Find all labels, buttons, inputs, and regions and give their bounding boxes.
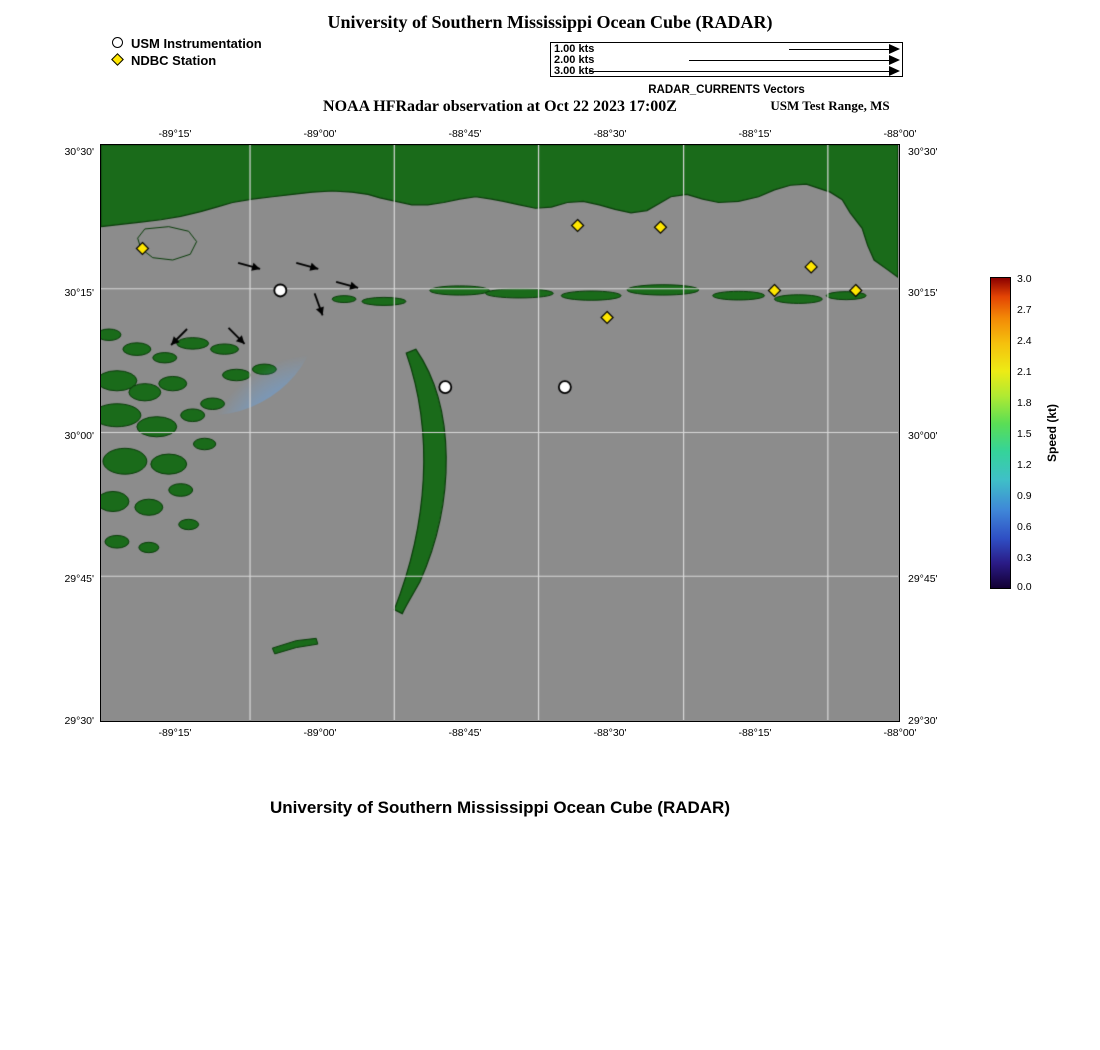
colorbar-tick: 1.5 (1017, 428, 1032, 440)
lat-tick-left: 30°15' (64, 287, 94, 299)
legend-item-label: USM Instrumentation (131, 36, 262, 51)
lon-tick-bottom: -88°30' (593, 727, 627, 739)
lon-tick-bottom: -88°15' (738, 727, 772, 739)
colorbar-tick: 2.4 (1017, 335, 1032, 347)
lat-tick-left: 30°30' (64, 146, 94, 158)
lon-tick-top: -88°00' (883, 128, 917, 140)
vector-line (789, 49, 889, 50)
colorbar-tick: 2.7 (1017, 304, 1032, 316)
vector-arrowhead-icon (889, 55, 900, 65)
lat-tick-left: 30°00' (64, 430, 94, 442)
colorbar-tick: 0.3 (1017, 552, 1032, 564)
lat-tick-left: 29°45' (64, 573, 94, 585)
colorbar-tick: 1.8 (1017, 397, 1032, 409)
lon-tick-bottom: -88°00' (883, 727, 917, 739)
lon-tick-top: -88°30' (593, 128, 627, 140)
lat-tick-right: 30°15' (908, 287, 938, 299)
lat-tick-right: 29°30' (908, 715, 938, 727)
vector-scale-key (550, 42, 903, 77)
colorbar-tick: 1.2 (1017, 459, 1032, 471)
vector-scale-label: 3.00 kts (554, 65, 595, 77)
lat-tick-right: 29°45' (908, 573, 938, 585)
lat-tick-right: 30°00' (908, 430, 938, 442)
vector-scale-label: 2.00 kts (554, 54, 595, 66)
lon-tick-bottom: -89°15' (158, 727, 192, 739)
site-label: USM Test Range, MS (770, 98, 890, 113)
lon-tick-top: -89°15' (158, 128, 192, 140)
colorbar-tick: 3.0 (1017, 273, 1032, 285)
lon-tick-top: -88°45' (448, 128, 482, 140)
observation-title: NOAA HFRadar observation at Oct 22 2023 17:00Z (323, 98, 677, 115)
footer-title: University of Southern Mississippi Ocean Cube (RADAR) (269, 798, 730, 817)
colorbar-tick: 0.9 (1017, 490, 1032, 502)
map-raster (101, 145, 898, 720)
legend-item-ndbc (110, 53, 262, 68)
lon-tick-bottom: -89°00' (303, 727, 337, 739)
vector-scale-row (551, 44, 904, 55)
vector-line (589, 71, 889, 72)
vector-arrowhead-icon (889, 44, 900, 54)
map-panel[interactable] (100, 144, 900, 722)
vector-scale-row (551, 66, 904, 77)
vector-scale-label: 1.00 kts (554, 43, 595, 55)
lat-tick-left: 29°30' (64, 715, 94, 727)
colorbar-tick: 2.1 (1017, 366, 1032, 378)
lat-tick-right: 30°30' (908, 146, 938, 158)
colorbar-title: Speed (kt) (1045, 403, 1059, 463)
legend-item-label: NDBC Station (131, 53, 217, 68)
lon-tick-top: -89°00' (303, 128, 337, 140)
vector-scale-caption: RADAR_CURRENTS Vectors (648, 84, 805, 96)
vector-scale-row (551, 55, 904, 66)
colorbar-gradient (990, 277, 1011, 589)
page-title: University of Southern Mississippi Ocean Cube (RADAR) (327, 12, 773, 32)
colorbar-tick: 0.0 (1017, 581, 1032, 593)
lon-tick-bottom: -88°45' (448, 727, 482, 739)
legend-item-usm (110, 36, 262, 51)
map-legend (110, 36, 262, 70)
vector-line (689, 60, 889, 61)
colorbar-tick: 0.6 (1017, 521, 1032, 533)
diamond-marker-icon (110, 53, 128, 68)
lon-tick-top: -88°15' (738, 128, 772, 140)
circle-marker-icon (110, 36, 128, 51)
vector-arrowhead-icon (889, 66, 900, 76)
